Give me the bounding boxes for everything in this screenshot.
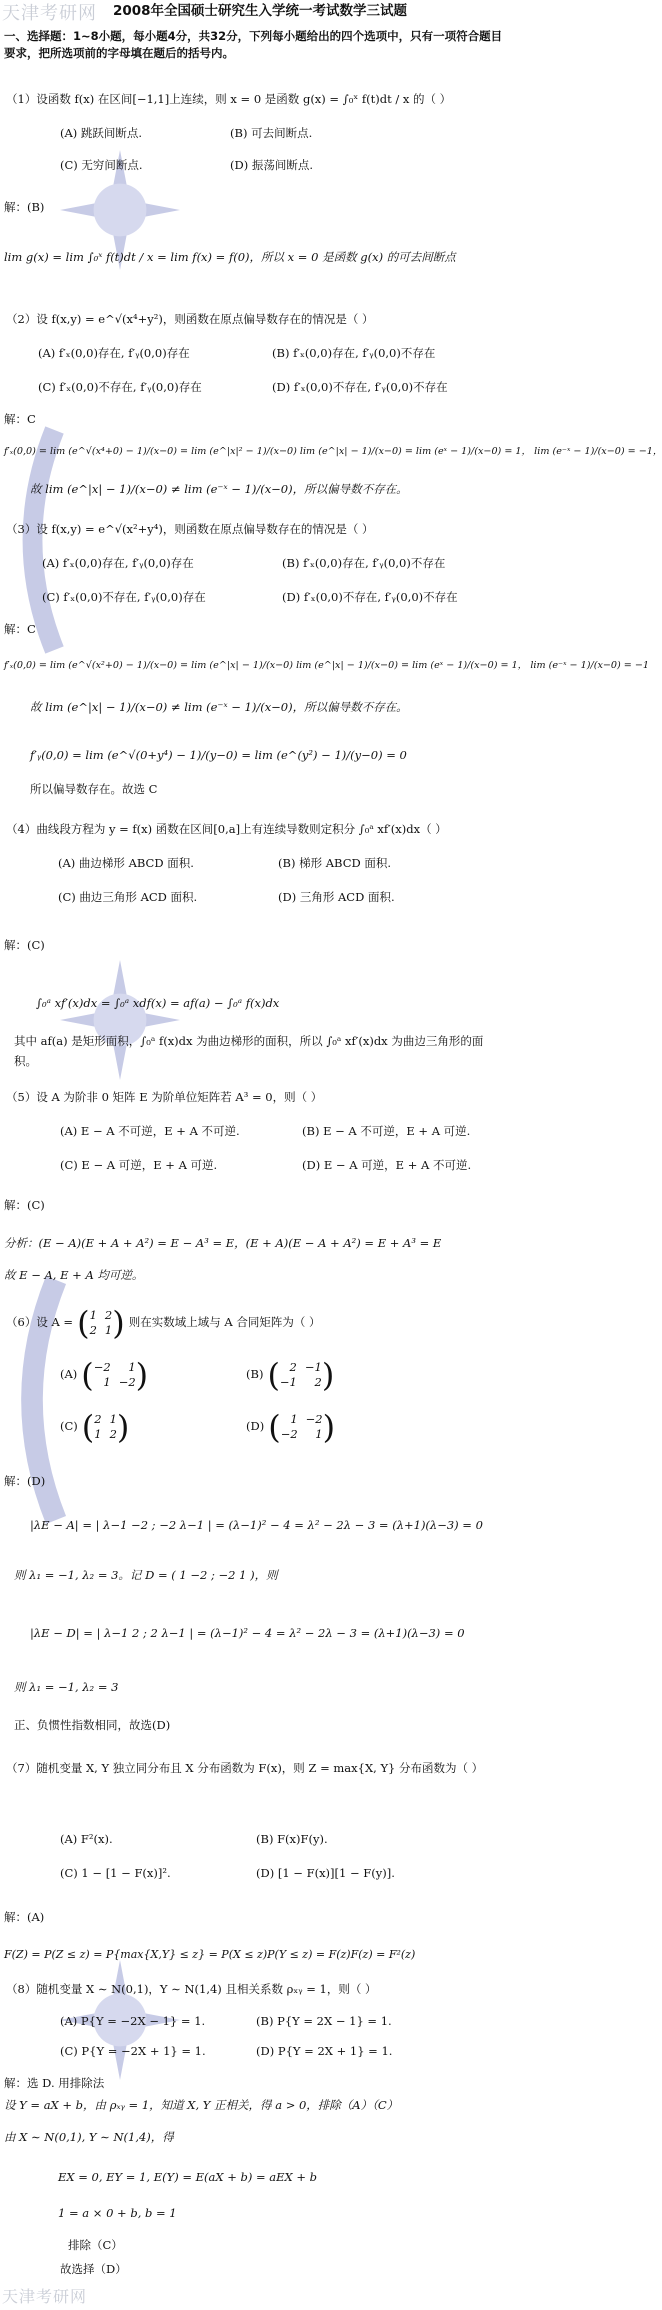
q2-option-c: (C) f′ₓ(0,0)不存在, f′ᵧ(0,0)存在 bbox=[38, 380, 202, 394]
watermark-site: 天津考研网 bbox=[2, 3, 97, 24]
page-title: 2008年全国硕士研究生入学统一考试数学三试题 bbox=[112, 3, 408, 19]
q8-option-a: (A) P{Y = −2X − 1} = 1. bbox=[60, 2014, 206, 2028]
q1-option-a: (A) 跳跃间断点. bbox=[60, 126, 143, 140]
watermark-arc-icon bbox=[8, 1250, 68, 1550]
watermark-arc-icon bbox=[8, 430, 68, 650]
q5-option-d: (D) E − A 可逆，E + A 不可逆. bbox=[302, 1158, 472, 1172]
question-1-stem: （1）设函数 f(x) 在区间[−1,1]上连续，则 x = 0 是函数 g(x) = ∫₀ˣ f(t)dt / x 的（ ） bbox=[6, 92, 452, 106]
q3-option-d: (D) f′ₓ(0,0)不存在, f′ᵧ(0,0)不存在 bbox=[282, 590, 458, 604]
q3-option-c: (C) f′ₓ(0,0)不存在, f′ᵧ(0,0)存在 bbox=[42, 590, 206, 604]
question-6-stem bbox=[6, 1304, 506, 1342]
q7-answer: 解：(A) bbox=[4, 1910, 45, 1924]
q6-stem-prefix: （6）设 A = bbox=[6, 1315, 74, 1330]
q2-option-d: (D) f′ₓ(0,0)不存在, f′ᵧ(0,0)不存在 bbox=[272, 380, 448, 394]
q3-option-b: (B) f′ₓ(0,0)存在, f′ᵧ(0,0)不存在 bbox=[282, 556, 446, 570]
q4-option-d: (D) 三角形 ACD 面积. bbox=[278, 890, 395, 904]
q1-answer: 解：(B) bbox=[4, 200, 45, 214]
watermark-site: 天津考研网 bbox=[2, 2287, 88, 2306]
q7-option-a: (A) F²(x). bbox=[60, 1832, 113, 1846]
q2-answer: 解：C bbox=[4, 412, 36, 426]
q5-solution-line-2: 故 E − A, E + A 均可逆。 bbox=[4, 1268, 144, 1282]
q6-solution-line-3: |λE − D| = | λ−1 2 ; 2 λ−1 | = (λ−1)² − 4 = λ² − 2λ − 3 = (λ+1)(λ−3) = 0 bbox=[30, 1626, 465, 1640]
q7-solution: F(Z) = P(Z ≤ z) = P{max{X,Y} ≤ z} = P(X ≤ z)P(Y ≤ z) = F(z)F(z) = F²(z) bbox=[4, 1948, 416, 1961]
q4-option-c: (C) 曲边三角形 ACD 面积. bbox=[58, 890, 198, 904]
q3-solution-line-2: 故 lim (e^|x| − 1)/(x−0) ≠ lim (e⁻ˣ − 1)/(x−0)，所以偏导数不存在。 bbox=[30, 700, 408, 714]
q2-option-a: (A) f′ₓ(0,0)存在, f′ᵧ(0,0)存在 bbox=[38, 346, 190, 360]
q6-solution-line-2: 则 λ₁ = −1, λ₂ = 3。记 D = ( 1 −2 ; −2 1 )，则 bbox=[14, 1568, 278, 1582]
q3-solution-line-3: f′ᵧ(0,0) = lim (e^√(0+y⁴) − 1)/(y−0) = lim (e^(y²) − 1)/(y−0) = 0 bbox=[30, 748, 407, 762]
q8-solution-line-2: 由 X ∼ N(0,1), Y ∼ N(1,4)，得 bbox=[4, 2130, 174, 2144]
q8-answer: 解：选 D. 用排除法 bbox=[4, 2076, 105, 2090]
q1-option-b: (B) 可去间断点. bbox=[230, 126, 313, 140]
q5-option-a: (A) E − A 不可逆，E + A 不可逆. bbox=[60, 1124, 240, 1138]
q5-solution-line-1: 分析：(E − A)(E + A + A²) = E − A³ = E，(E + A)(E − A + A²) = E + A³ = E bbox=[4, 1236, 442, 1250]
q4-solution-line-2: 其中 af(a) 是矩形面积，∫₀ᵃ f(x)dx 为曲边梯形的面积，所以 ∫₀ᵃ xf′(x)dx 为曲边三角形的面积。 bbox=[14, 1034, 484, 1068]
q6-matrix-a: ( 1 2 2 1 ) bbox=[77, 1304, 125, 1342]
q1-option-d: (D) 振荡间断点. bbox=[230, 158, 314, 172]
q3-solution-line-4: 所以偏导数存在。故选 C bbox=[30, 782, 158, 796]
q5-option-c: (C) E − A 可逆，E + A 可逆. bbox=[60, 1158, 218, 1172]
q8-solution-line-1: 设 Y = aX + b，由 ρₓᵧ = 1，知道 X, Y 正相关，得 a > 0，排除（A）（C） bbox=[4, 2098, 399, 2112]
q6-option-c: (C) ( 2 1 1 2 ) bbox=[60, 1408, 130, 1446]
question-7-stem: （7）随机变量 X, Y 独立同分布且 X 分布函数为 F(x)，则 Z = max{X, Y} 分布函数为（ ） bbox=[6, 1761, 484, 1775]
q2-option-b: (B) f′ₓ(0,0)存在, f′ᵧ(0,0)不存在 bbox=[272, 346, 436, 360]
q6-stem-suffix: 则在实数域上域与 A 合同矩阵为（ ） bbox=[128, 1315, 321, 1330]
q2-solution-line-1: f′ₓ(0,0) = lim (e^√(x⁴+0) − 1)/(x−0) = lim (e^|x|² − 1)/(x−0) lim (e^|x| − 1)/(x−0) = lim (eˣ − 1)/(x−0) = 1， lim (e⁻ˣ − 1)/(x−0) = −1， bbox=[4, 446, 662, 457]
q4-answer: 解：(C) bbox=[4, 938, 45, 952]
q3-answer: 解：C bbox=[4, 622, 36, 636]
q6-option-d: (D) ( 1 −2 −2 1 ) bbox=[246, 1408, 336, 1446]
q6-solution-line-4: 则 λ₁ = −1, λ₂ = 3 bbox=[14, 1680, 119, 1694]
q6-solution-line-1: |λE − A| = | λ−1 −2 ; −2 λ−1 | = (λ−1)² − 4 = λ² − 2λ − 3 = (λ+1)(λ−3) = 0 bbox=[30, 1518, 483, 1532]
q8-option-b: (B) P{Y = 2X − 1} = 1. bbox=[256, 2014, 392, 2028]
q8-solution-line-4: 1 = a × 0 + b, b = 1 bbox=[58, 2206, 177, 2220]
q1-option-c: (C) 无穷间断点. bbox=[60, 158, 143, 172]
question-4-stem: （4）曲线段方程为 y = f(x) 函数在区间[0,a]上有连续导数则定积分 ∫₀ᵃ xf′(x)dx（ ） bbox=[6, 822, 447, 836]
question-2-stem: （2）设 f(x,y) = e^√(x⁴+y²)，则函数在原点偏导数存在的情况是（ ） bbox=[6, 312, 374, 326]
q6-option-b: (B) ( 2 −1 −1 2 ) bbox=[246, 1356, 335, 1394]
q6-answer: 解：(D) bbox=[4, 1474, 46, 1488]
q7-option-c: (C) 1 − [1 − F(x)]². bbox=[60, 1866, 171, 1880]
q7-option-b: (B) F(x)F(y). bbox=[256, 1832, 328, 1846]
question-8-stem: （8）随机变量 X ∼ N(0,1)，Y ∼ N(1,4) 且相关系数 ρₓᵧ = 1，则（ ） bbox=[6, 1982, 377, 1996]
section-heading: 一、选择题：1~8小题，每小题4分，共32分，下列每小题给出的四个选项中，只有一项符合题目要求，把所选项前的字母填在题后的括号内。 bbox=[4, 29, 503, 60]
question-5-stem: （5）设 A 为阶非 0 矩阵 E 为阶单位矩阵若 A³ = 0，则（ ） bbox=[6, 1090, 323, 1104]
q8-solution-line-5: 排除（C） bbox=[68, 2238, 123, 2252]
q8-solution-line-3: EX = 0, EY = 1, E(Y) = E(aX + b) = aEX + b bbox=[58, 2170, 318, 2184]
question-3-stem: （3）设 f(x,y) = e^√(x²+y⁴)，则函数在原点偏导数存在的情况是（ ） bbox=[6, 522, 374, 536]
q4-option-b: (B) 梯形 ABCD 面积. bbox=[278, 856, 392, 870]
q1-solution: lim g(x) = lim ∫₀ˣ f(t)dt / x = lim f(x) = f(0)，所以 x = 0 是函数 g(x) 的可去间断点 bbox=[4, 250, 456, 264]
q5-answer: 解：(C) bbox=[4, 1198, 45, 1212]
q3-solution-line-1: f′ₓ(0,0) = lim (e^√(x²+0) − 1)/(x−0) = lim (e^|x| − 1)/(x−0) lim (e^|x| − 1)/(x−0) = lim (eˣ − 1)/(x−0) = 1， lim (e⁻ˣ − 1)/(x−0) = −1 bbox=[4, 660, 650, 671]
q5-option-b: (B) E − A 不可逆，E + A 可逆. bbox=[302, 1124, 471, 1138]
q6-solution-line-5: 正、负惯性指数相同，故选(D) bbox=[14, 1718, 171, 1732]
q8-option-c: (C) P{Y = −2X + 1} = 1. bbox=[60, 2044, 206, 2058]
q7-option-d: (D) [1 − F(x)][1 − F(y)]. bbox=[256, 1866, 395, 1880]
q4-option-a: (A) 曲边梯形 ABCD 面积. bbox=[58, 856, 194, 870]
q8-solution-line-6: 故选择（D） bbox=[60, 2262, 127, 2276]
q4-solution-line-1: ∫₀ᵃ xf′(x)dx = ∫₀ᵃ xdf(x) = af(a) − ∫₀ᵃ f(x)dx bbox=[36, 996, 280, 1010]
q2-solution-line-2: 故 lim (e^|x| − 1)/(x−0) ≠ lim (e⁻ˣ − 1)/(x−0)，所以偏导数不存在。 bbox=[30, 482, 408, 496]
q3-option-a: (A) f′ₓ(0,0)存在, f′ᵧ(0,0)存在 bbox=[42, 556, 194, 570]
q8-option-d: (D) P{Y = 2X + 1} = 1. bbox=[256, 2044, 393, 2058]
q6-option-a: (A) ( −2 1 1 −2 ) bbox=[60, 1356, 149, 1394]
